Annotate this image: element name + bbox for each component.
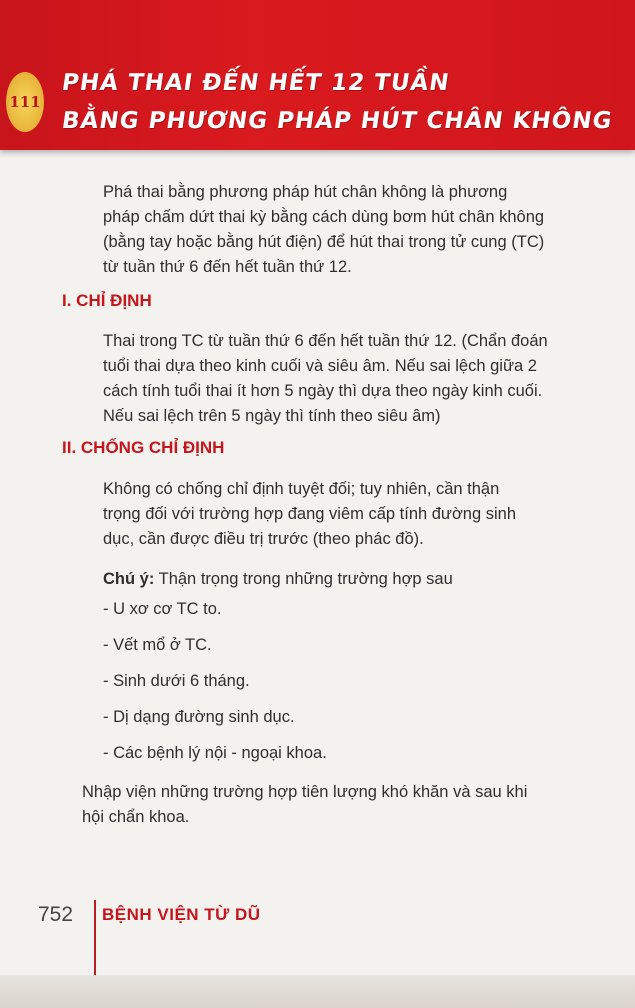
closing-line: hội chẩn khoa. bbox=[82, 808, 190, 826]
note-line bbox=[103, 567, 453, 592]
indication-line: tuổi thai dựa theo kinh cuối và siêu âm. Nếu sai lệch giữa 2 bbox=[103, 357, 537, 375]
intro-line: (bằng tay hoặc bằng hút điện) để hút thai trong tử cung (TC) bbox=[103, 233, 545, 251]
list-item: - U xơ cơ TC to. bbox=[103, 600, 222, 618]
list-item: - Vết mổ ở TC. bbox=[103, 636, 212, 654]
title-line-1: PHÁ THAI ĐẾN HẾT 12 TUẦN bbox=[60, 70, 452, 96]
footer-page-number: 752 bbox=[38, 903, 74, 926]
title-line-2: BẰNG PHƯƠNG PHÁP HÚT CHÂN KHÔNG bbox=[60, 108, 615, 134]
contraindication-line: trọng đối với trường hợp đang viêm cấp tính đường sinh bbox=[103, 505, 517, 523]
note-text: Thận trọng trong những trường hợp sau bbox=[154, 570, 453, 588]
list-item: - Các bệnh lý nội - ngoại khoa. bbox=[103, 744, 327, 762]
indication-line: Nếu sai lệch trên 5 ngày thì tính theo siêu âm) bbox=[103, 407, 441, 425]
page-badge: 111 bbox=[6, 72, 44, 132]
indication-line: cách tính tuổi thai ít hơn 5 ngày thì dựa theo ngày kinh cuối. bbox=[103, 382, 543, 400]
closing-line: Nhập viện những trường hợp tiên lượng khó khăn và sau khi bbox=[82, 783, 528, 801]
page-bottom-edge bbox=[0, 975, 635, 1008]
footer-hospital-name: BỆNH VIỆN TỪ DŨ bbox=[102, 905, 261, 924]
header-banner bbox=[0, 0, 635, 150]
note-label: Chú ý: bbox=[103, 570, 155, 588]
intro-line: Phá thai bằng phương pháp hút chân không là phương bbox=[103, 183, 508, 201]
intro-line: từ tuần thứ 6 đến hết tuần thứ 12. bbox=[103, 258, 352, 276]
contraindication-line: dục, cần được điều trị trước (theo phác đồ). bbox=[103, 530, 424, 548]
intro-line: pháp chấm dứt thai kỳ bằng cách dùng bơm hút chân không bbox=[103, 208, 545, 226]
section-heading-contraindications: II. CHỐNG CHỈ ĐỊNH bbox=[62, 438, 225, 457]
indication-line: Thai trong TC từ tuần thứ 6 đến hết tuần thứ 12. (Chẩn đoán bbox=[103, 332, 548, 350]
contraindication-line: Không có chống chỉ định tuyệt đối; tuy nhiên, cần thận bbox=[103, 480, 500, 498]
list-item: - Dị dạng đường sinh dục. bbox=[103, 708, 295, 726]
section-heading-indications: I. CHỈ ĐỊNH bbox=[62, 291, 152, 310]
list-item: - Sinh dưới 6 tháng. bbox=[103, 672, 250, 690]
